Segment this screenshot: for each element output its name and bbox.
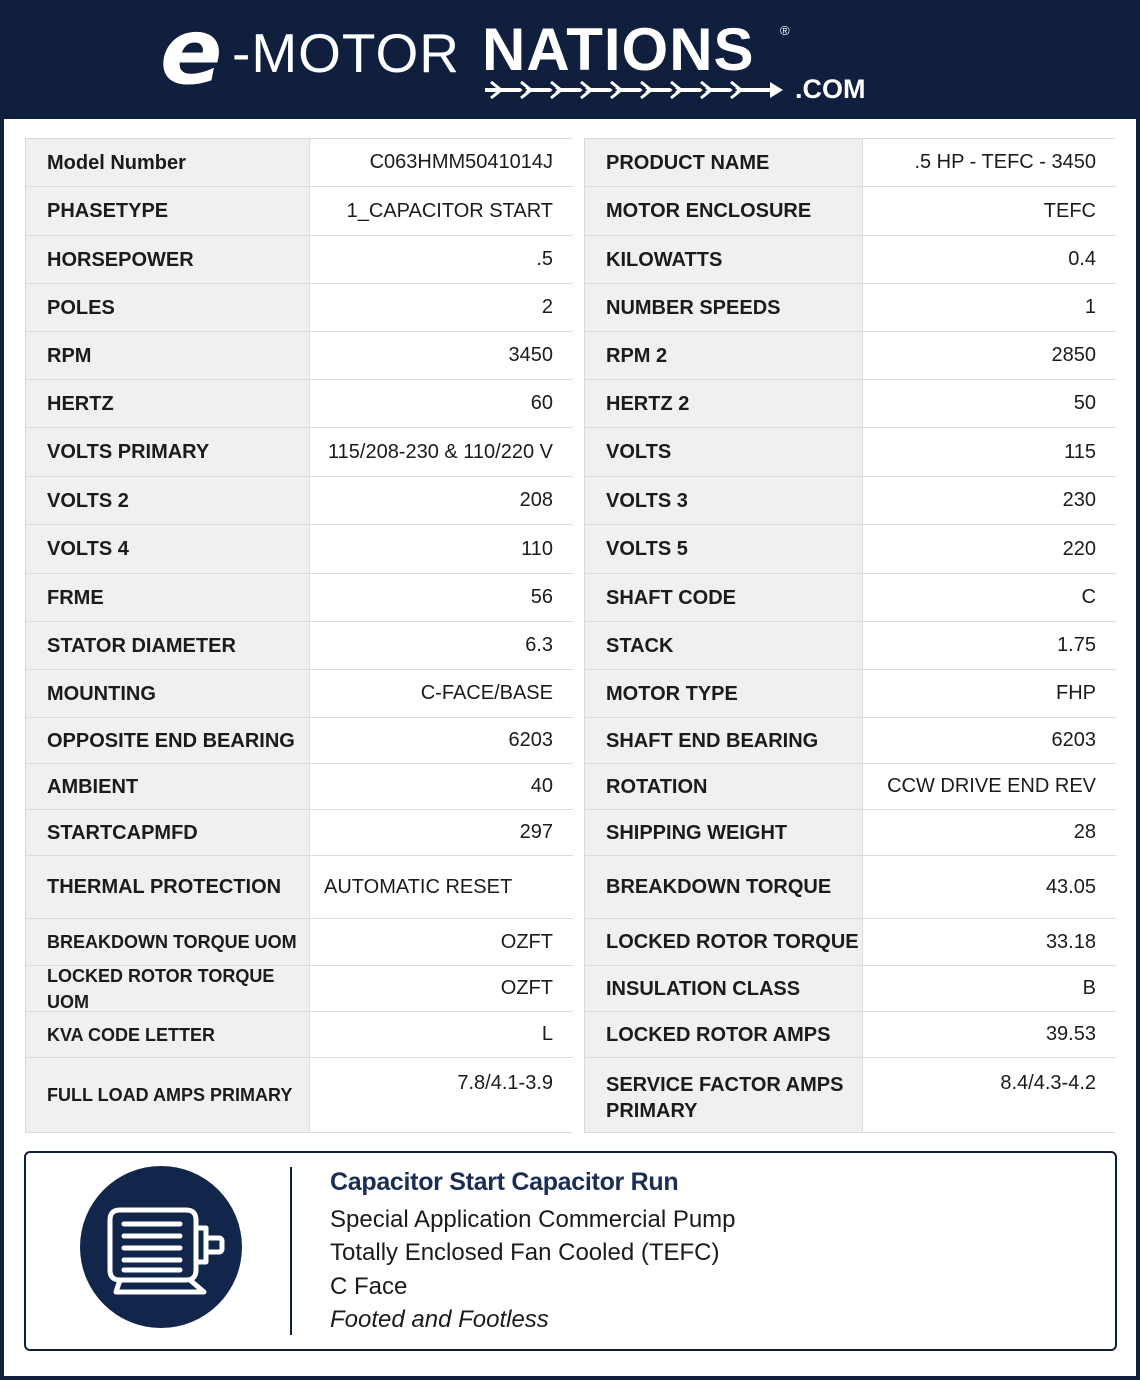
spec-value: OZFT (310, 966, 573, 1012)
logo-registered-mark: ® (780, 23, 790, 38)
spec-value: 110 (310, 525, 573, 574)
spec-label: THERMAL PROTECTION (26, 856, 310, 919)
spec-label: MOUNTING (26, 670, 310, 718)
feature-line-1: Special Application Commercial Pump (330, 1206, 736, 1233)
spec-label: ROTATION (585, 764, 863, 810)
spec-value: 1_CAPACITOR START (310, 187, 573, 236)
feature-title: Capacitor Start Capacitor Run (330, 1168, 679, 1196)
spec-label: PRODUCT NAME (585, 139, 863, 187)
spec-label: LOCKED ROTOR AMPS (585, 1012, 863, 1058)
spec-label: STATOR DIAMETER (26, 622, 310, 670)
spec-value: 6203 (310, 718, 573, 764)
spec-value: B (863, 966, 1116, 1012)
spec-value: 115/208-230 & 110/220 V (310, 428, 573, 477)
spec-label: HORSEPOWER (26, 236, 310, 284)
spec-value: 6203 (863, 718, 1116, 764)
spec-label: FRME (26, 574, 310, 622)
spec-label: LOCKED ROTOR TORQUE (585, 919, 863, 966)
spec-label: MOTOR TYPE (585, 670, 863, 718)
spec-value: 297 (310, 810, 573, 856)
spec-label: RPM 2 (585, 332, 863, 380)
spec-label: PHASETYPE (26, 187, 310, 236)
spec-value: 208 (310, 477, 573, 525)
spec-value: 7.8/4.1-3.9 (310, 1058, 573, 1132)
spec-label: SERVICE FACTOR AMPS PRIMARY (585, 1058, 863, 1132)
spec-value: 2 (310, 284, 573, 332)
spec-value: 2850 (863, 332, 1116, 380)
spec-value: C063HMM5041014J (310, 139, 573, 187)
spec-value: 220 (863, 525, 1116, 574)
spec-label: KILOWATTS (585, 236, 863, 284)
logo-e-mark: e (160, 0, 223, 105)
spec-value: L (310, 1012, 573, 1058)
spec-value: .5 HP - TEFC - 3450 (863, 139, 1116, 187)
spec-value: .5 (310, 236, 573, 284)
spec-value: 56 (310, 574, 573, 622)
spec-label: LOCKED ROTOR TORQUE UOM (26, 966, 310, 1012)
feature-line-2: Totally Enclosed Fan Cooled (TEFC) (330, 1239, 720, 1266)
logo-motor-text: -MOTOR (232, 22, 461, 84)
spec-label: KVA CODE LETTER (26, 1012, 310, 1058)
spec-value: 3450 (310, 332, 573, 380)
spec-value: 230 (863, 477, 1116, 525)
spec-value: 39.53 (863, 1012, 1116, 1058)
chevron-arrow-icon (485, 81, 785, 99)
spec-value: C-FACE/BASE (310, 670, 573, 718)
spec-label: STACK (585, 622, 863, 670)
spec-label: INSULATION CLASS (585, 966, 863, 1012)
features-box (24, 1151, 1117, 1351)
spec-value: 50 (863, 380, 1116, 428)
spec-value: 0.4 (863, 236, 1116, 284)
feature-line-3: C Face (330, 1273, 408, 1300)
spec-label: HERTZ (26, 380, 310, 428)
spec-value: FHP (863, 670, 1116, 718)
spec-label: MOTOR ENCLOSURE (585, 187, 863, 236)
spec-value: 6.3 (310, 622, 573, 670)
spec-label: Model Number (26, 139, 310, 187)
spec-value: CCW DRIVE END REV (863, 764, 1116, 810)
spec-label: BREAKDOWN TORQUE UOM (26, 919, 310, 966)
spec-label: AMBIENT (26, 764, 310, 810)
spec-label: VOLTS 5 (585, 525, 863, 574)
spec-label: VOLTS 4 (26, 525, 310, 574)
spec-value: AUTOMATIC RESET (310, 856, 573, 919)
spec-label: NUMBER SPEEDS (585, 284, 863, 332)
spec-value: 1 (863, 284, 1116, 332)
spec-value: 28 (863, 810, 1116, 856)
spec-label: SHAFT CODE (585, 574, 863, 622)
spec-sheet-panel (4, 119, 1136, 1376)
spec-table-right (584, 138, 1115, 1133)
logo-com-text: .COM (795, 74, 866, 104)
logo-nations-text: NATIONS (482, 16, 755, 83)
spec-value: 40 (310, 764, 573, 810)
brand-logo[interactable] (160, 0, 880, 114)
spec-label: OPPOSITE END BEARING (26, 718, 310, 764)
spec-value: TEFC (863, 187, 1116, 236)
spec-label: SHAFT END BEARING (585, 718, 863, 764)
spec-value: OZFT (310, 919, 573, 966)
spec-label: RPM (26, 332, 310, 380)
spec-label: FULL LOAD AMPS PRIMARY (26, 1058, 310, 1132)
spec-label: VOLTS 2 (26, 477, 310, 525)
spec-table-left (25, 138, 572, 1133)
spec-label: VOLTS (585, 428, 863, 477)
spec-value: 43.05 (863, 856, 1116, 919)
spec-label: STARTCAPMFD (26, 810, 310, 856)
spec-label: VOLTS PRIMARY (26, 428, 310, 477)
spec-value: 33.18 (863, 919, 1116, 966)
electric-motor-icon (80, 1166, 242, 1328)
spec-label: POLES (26, 284, 310, 332)
spec-label: HERTZ 2 (585, 380, 863, 428)
site-header (0, 0, 1140, 119)
features-divider (290, 1167, 292, 1335)
spec-value: 8.4/4.3-4.2 (863, 1058, 1116, 1132)
spec-label: SHIPPING WEIGHT (585, 810, 863, 856)
feature-line-4: Footed and Footless (330, 1306, 549, 1333)
spec-value: C (863, 574, 1116, 622)
spec-label: BREAKDOWN TORQUE (585, 856, 863, 919)
spec-value: 115 (863, 428, 1116, 477)
spec-value: 1.75 (863, 622, 1116, 670)
spec-label: VOLTS 3 (585, 477, 863, 525)
spec-value: 60 (310, 380, 573, 428)
